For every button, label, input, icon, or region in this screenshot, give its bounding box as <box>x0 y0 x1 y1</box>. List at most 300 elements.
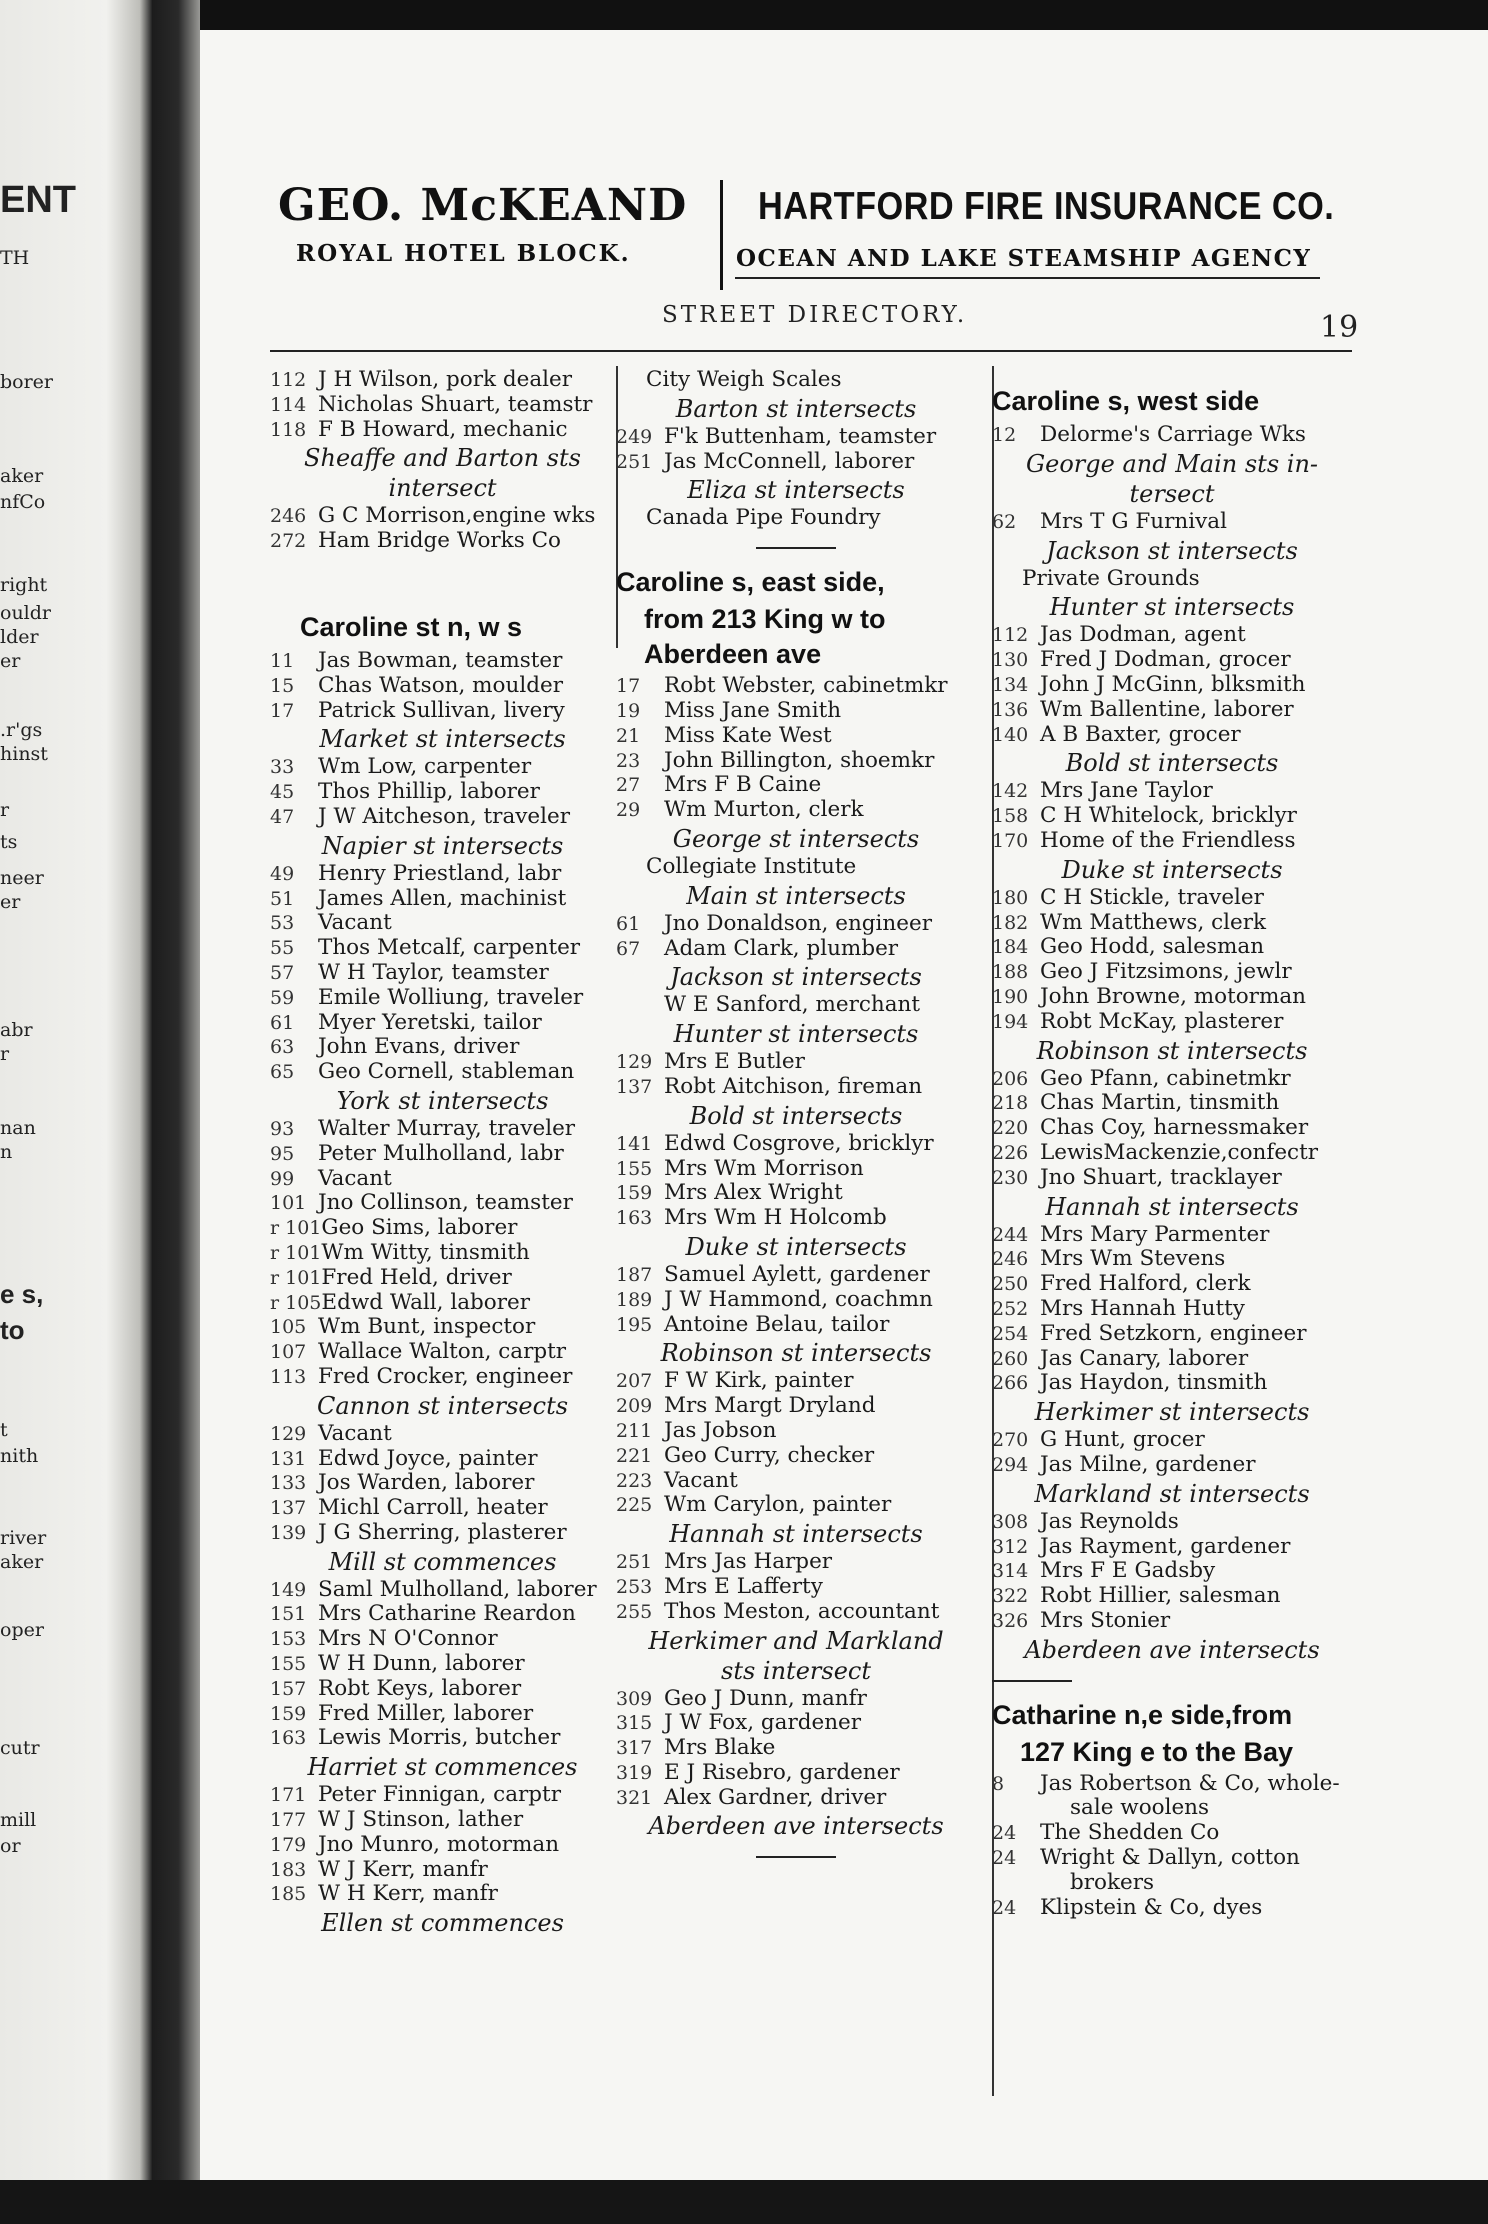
spacer <box>270 554 615 594</box>
resident-name: Peter Mulholland, labr <box>318 1141 564 1166</box>
intersection-note: Ellen st commences <box>321 1909 564 1938</box>
directory-entry <box>992 1141 1352 1166</box>
house-number: 55 <box>270 937 295 960</box>
directory-entry <box>270 1011 615 1036</box>
premises-entry: Collegiate Institute <box>646 854 857 879</box>
resident-name: John Billington, shoemkr <box>664 748 935 773</box>
directory-entry <box>270 1808 615 1833</box>
resident-name: Miss Jane Smith <box>664 698 842 723</box>
resident-name: Jas McConnell, laborer <box>664 449 915 474</box>
resident-name: Samuel Aylett, gardener <box>664 1262 930 1287</box>
resident-name: Robt McKay, plasterer <box>1040 1009 1284 1034</box>
resident-name: W H Dunn, laborer <box>318 1652 525 1677</box>
resident-name: Klipstein & Co, dyes <box>1040 1895 1263 1920</box>
directory-entry <box>992 1772 1352 1797</box>
premises-entry: City Weigh Scales <box>646 368 842 392</box>
resident-name: Jas Bowman, teamster <box>318 648 563 673</box>
facing-page-fragment: river <box>0 1527 47 1549</box>
house-number: 180 <box>992 886 1029 909</box>
directory-entry <box>616 699 976 724</box>
directory-entry <box>616 450 976 475</box>
street-heading-continued: Aberdeen ave <box>644 639 822 670</box>
intersection-note: Duke st intersects <box>685 1232 907 1261</box>
resident-name: Mrs Catharine Reardon <box>318 1602 576 1627</box>
resident-name: Walter Murray, traveler <box>318 1116 576 1141</box>
directory-entry <box>270 1578 615 1603</box>
resident-name: F W Kirk, painter <box>664 1369 854 1394</box>
resident-name: Jas Milne, gardener <box>1040 1452 1256 1477</box>
resident-name: Jas Rayment, gardener <box>1040 1534 1291 1559</box>
house-number: 255 <box>616 1600 653 1623</box>
resident-name: Ham Bridge Works Co <box>318 529 561 554</box>
directory-entry <box>270 1496 615 1521</box>
facing-page-fragment: TH <box>0 247 30 269</box>
directory-entry <box>616 993 976 1018</box>
house-number: 19 <box>616 699 641 722</box>
resident-name: Jos Warden, laborer <box>318 1471 535 1496</box>
directory-entry <box>992 985 1352 1010</box>
directory-entry <box>270 911 615 936</box>
resident-name: Mrs F E Gadsby <box>1040 1559 1216 1584</box>
directory-entry <box>270 529 615 554</box>
directory-entry <box>992 1609 1352 1634</box>
house-number: r 105 <box>270 1291 322 1314</box>
facing-page-fragment: oper <box>0 1619 44 1641</box>
resident-name: Mrs Jane Taylor <box>1040 779 1213 804</box>
directory-entry <box>270 1627 615 1652</box>
house-number: 315 <box>616 1712 653 1735</box>
house-number: 118 <box>270 418 307 441</box>
house-number: 254 <box>992 1322 1029 1345</box>
resident-name: Jas Reynolds <box>1040 1509 1179 1534</box>
intersection-note: Eliza st intersects <box>687 476 905 505</box>
directory-entry <box>992 960 1352 985</box>
house-number: 246 <box>992 1248 1029 1271</box>
resident-name: F'k Buttenham, teamster <box>664 424 937 449</box>
intersection-note: tersect <box>1129 479 1215 508</box>
house-number: 171 <box>270 1784 307 1807</box>
resident-name: W H Taylor, teamster <box>318 960 549 985</box>
house-number: 266 <box>992 1372 1029 1395</box>
house-number: 226 <box>992 1141 1029 1164</box>
house-number: 105 <box>270 1316 307 1339</box>
intersection-note: Jackson st intersects <box>1046 536 1298 565</box>
resident-name: Fred Halford, clerk <box>1040 1272 1251 1297</box>
resident-name: Delorme's Carriage Wks <box>1040 423 1306 447</box>
house-number: 294 <box>992 1453 1029 1476</box>
resident-name: Vacant <box>318 1421 392 1446</box>
directory-entry <box>616 798 976 823</box>
facing-page-fragment: nan <box>0 1117 36 1139</box>
house-number: 309 <box>616 1687 653 1710</box>
house-number: 151 <box>270 1603 307 1626</box>
resident-name: Mrs Wm Morrison <box>664 1156 864 1181</box>
house-number: 159 <box>270 1702 307 1725</box>
resident-name: Antoine Belau, tailor <box>664 1312 890 1337</box>
directory-entry <box>270 887 615 912</box>
entry-continuation: brokers <box>1070 1870 1155 1895</box>
resident-name: Vacant <box>664 1468 738 1493</box>
house-number: 107 <box>270 1341 307 1364</box>
house-number: 24 <box>992 1847 1017 1870</box>
directory-entry <box>992 1223 1352 1248</box>
directory-entry <box>270 1117 615 1142</box>
house-number: 129 <box>270 1422 307 1445</box>
resident-name: Chas Coy, harnessmaker <box>1040 1116 1309 1141</box>
directory-entry <box>270 1167 615 1192</box>
directory-entry <box>616 1575 976 1600</box>
house-number: 53 <box>270 912 295 935</box>
house-number: 312 <box>992 1535 1029 1558</box>
facing-page-edge <box>0 0 152 2224</box>
directory-entry <box>616 937 976 962</box>
house-number: 130 <box>992 649 1029 672</box>
house-number: 131 <box>270 1447 307 1470</box>
resident-name: Thos Phillip, laborer <box>318 780 540 805</box>
intersection-note: George st intersects <box>672 824 920 853</box>
house-number: 45 <box>270 781 295 804</box>
resident-name: J W Hammond, coachmn <box>664 1287 933 1312</box>
resident-name: J H Wilson, pork dealer <box>318 368 573 392</box>
house-number: 183 <box>270 1858 307 1881</box>
house-number: 136 <box>992 698 1029 721</box>
section-rule <box>756 547 836 549</box>
directory-entry <box>616 749 976 774</box>
house-number: 195 <box>616 1313 653 1336</box>
facing-page-fragment: r <box>0 1043 10 1065</box>
facing-page-fragment: ts <box>0 831 18 853</box>
directory-entry <box>616 1600 976 1625</box>
resident-name: W J Kerr, manfr <box>318 1857 488 1882</box>
directory-entry <box>270 862 615 887</box>
directory-entry <box>270 1677 615 1702</box>
directory-entry <box>992 1297 1352 1322</box>
page-number: 19 <box>1320 310 1359 345</box>
resident-name: John Browne, motorman <box>1040 984 1306 1009</box>
facing-page-fragment: right <box>0 574 48 596</box>
facing-page-fragment: hinst <box>0 743 48 765</box>
directory-entry <box>616 1469 976 1494</box>
directory-entry <box>992 1510 1352 1535</box>
house-number: 179 <box>270 1833 307 1856</box>
directory-entry <box>270 1726 615 1751</box>
directory-entry <box>992 1371 1352 1396</box>
intersection-note: Barton st intersects <box>675 394 917 423</box>
resident-name: Geo J Fitzsimons, jewlr <box>1040 960 1292 985</box>
resident-name: Home of the Friendless <box>1040 828 1296 853</box>
house-number: 12 <box>992 424 1017 446</box>
intersection-note: Market st intersects <box>319 725 566 754</box>
advertiser-address: ROYAL HOTEL BLOCK. <box>296 240 631 267</box>
house-number: 221 <box>616 1444 653 1467</box>
directory-entry <box>992 1453 1352 1478</box>
house-number: 15 <box>270 674 295 697</box>
directory-entry <box>616 1369 976 1394</box>
resident-name: Mrs Jas Harper <box>664 1550 833 1575</box>
resident-name: Thos Metcalf, carpenter <box>318 936 581 961</box>
house-number: 23 <box>616 749 641 772</box>
facing-page-fragment: abr <box>0 1019 33 1041</box>
house-number: 149 <box>270 1578 307 1601</box>
street-heading-continued: from 213 King w to <box>644 604 886 635</box>
directory-entry <box>992 1821 1352 1846</box>
house-number: 249 <box>616 425 653 448</box>
facing-page-fragment: ENT <box>0 179 76 221</box>
directory-entry <box>616 1711 976 1736</box>
facing-page-fragment: er <box>0 650 21 672</box>
house-number: 206 <box>992 1067 1029 1090</box>
resident-name: E J Risebro, gardener <box>664 1760 900 1785</box>
resident-name: Fred J Dodman, grocer <box>1040 648 1291 673</box>
house-number: 308 <box>992 1510 1029 1533</box>
house-number: 163 <box>616 1207 653 1230</box>
book-gutter <box>152 0 200 2224</box>
house-number: 272 <box>270 530 307 553</box>
house-number: 163 <box>270 1727 307 1750</box>
resident-name: Robt Webster, cabinetmkr <box>664 674 948 699</box>
directory-entry <box>270 1783 615 1808</box>
resident-name: C H Whitelock, bricklyr <box>1040 804 1297 829</box>
house-number: 33 <box>270 756 295 779</box>
house-number: 112 <box>992 624 1029 647</box>
resident-name: Geo Pfann, cabinetmkr <box>1040 1066 1291 1091</box>
directory-entry <box>270 1882 615 1907</box>
facing-page-fragment: aker <box>0 465 44 487</box>
directory-entry <box>992 1166 1352 1191</box>
running-head-rule <box>270 350 1352 352</box>
directory-entry <box>616 1419 976 1444</box>
house-number: 177 <box>270 1809 307 1832</box>
resident-name: James Allen, machinist <box>318 886 567 911</box>
directory-entry <box>270 780 615 805</box>
directory-entry <box>992 1896 1352 1921</box>
intersection-note: Aberdeen ave intersects <box>648 1812 944 1841</box>
house-number: 63 <box>270 1036 295 1059</box>
resident-name: Chas Martin, tinsmith <box>1040 1091 1280 1116</box>
resident-name: Geo Sims, laborer <box>321 1216 518 1241</box>
directory-entry <box>992 935 1352 960</box>
directory-entry <box>270 1035 615 1060</box>
resident-name: Fred Crocker, engineer <box>318 1364 573 1389</box>
resident-name: Mrs Mary Parmenter <box>1040 1222 1270 1247</box>
directory-entry <box>992 1247 1352 1272</box>
resident-name: F B Howard, mechanic <box>318 417 568 442</box>
section-rule <box>756 1856 836 1858</box>
resident-name: Mrs Wm Stevens <box>1040 1247 1226 1272</box>
directory-entry <box>270 1521 615 1546</box>
directory-entry <box>616 1786 976 1811</box>
directory-entry <box>992 1535 1352 1560</box>
house-number: 27 <box>616 774 641 797</box>
house-number: 170 <box>992 829 1029 852</box>
directory-entry <box>270 1340 615 1365</box>
facing-page-fragment: aker <box>0 1551 44 1573</box>
house-number: 142 <box>992 780 1029 803</box>
directory-entry <box>616 1550 976 1575</box>
house-number: 244 <box>992 1223 1029 1246</box>
resident-name: Wm Witty, tinsmith <box>321 1240 530 1265</box>
house-number: 155 <box>616 1157 653 1180</box>
resident-name: Mrs E Butler <box>664 1050 805 1075</box>
resident-name: LewisMackenzie,confectr <box>1040 1140 1319 1165</box>
resident-name: Vacant <box>318 1166 392 1191</box>
house-number: r 101 <box>270 1217 322 1240</box>
resident-name: W H Kerr, manfr <box>318 1882 498 1907</box>
resident-name: Mrs T G Furnival <box>1040 509 1227 534</box>
directory-entry <box>270 504 615 529</box>
house-number: 137 <box>616 1075 653 1098</box>
directory-entry <box>992 1846 1352 1871</box>
resident-name: W E Sanford, merchant <box>664 993 921 1018</box>
resident-name: Geo Hodd, salesman <box>1040 935 1265 960</box>
running-head: STREET DIRECTORY. <box>662 302 968 328</box>
house-number: 153 <box>270 1628 307 1651</box>
directory-entry <box>616 1132 976 1157</box>
directory-entry <box>992 779 1352 804</box>
house-number: 319 <box>616 1761 653 1784</box>
resident-name: Jno Donaldson, engineer <box>664 911 933 936</box>
directory-entry <box>992 804 1352 829</box>
directory-entry <box>616 1736 976 1761</box>
directory-entry <box>270 674 615 699</box>
directory-entry <box>270 1447 615 1472</box>
house-number: r 101 <box>270 1266 322 1289</box>
street-heading: Caroline s, east side, <box>616 567 885 598</box>
house-number: 139 <box>270 1521 307 1544</box>
house-number: 182 <box>992 911 1029 934</box>
resident-name: Michl Carroll, heater <box>318 1496 548 1521</box>
house-number: r 101 <box>270 1241 322 1264</box>
house-number: 11 <box>270 649 295 672</box>
house-number: 158 <box>992 805 1029 828</box>
intersection-note: Hannah st intersects <box>1045 1192 1299 1221</box>
house-number: 317 <box>616 1737 653 1760</box>
directory-entry <box>616 674 976 699</box>
resident-name: Geo J Dunn, manfr <box>664 1686 867 1711</box>
resident-name: Mrs Blake <box>664 1736 776 1761</box>
house-number: 8 <box>992 1772 1005 1795</box>
directory-entry <box>616 1444 976 1469</box>
house-number: 59 <box>270 986 295 1009</box>
resident-name: Jas Robertson & Co, whole- <box>1040 1771 1340 1796</box>
directory-entry <box>992 1322 1352 1347</box>
resident-name: Mrs F B Caine <box>664 773 822 798</box>
facing-page-fragment: borer <box>0 371 54 393</box>
directory-entry <box>270 1602 615 1627</box>
directory-entry <box>616 1181 976 1206</box>
house-number: 93 <box>270 1117 295 1140</box>
directory-entry <box>992 423 1352 448</box>
facing-page-fragment: n <box>0 1141 13 1163</box>
resident-name: Geo Cornell, stableman <box>318 1060 575 1085</box>
house-number: 61 <box>270 1011 295 1034</box>
resident-name: Robt Aitchison, fireman <box>664 1074 923 1099</box>
resident-name: Mrs Stonier <box>1040 1608 1171 1633</box>
directory-entry <box>270 1652 615 1677</box>
resident-name: Jas Jobson <box>664 1418 777 1443</box>
house-number: 230 <box>992 1166 1029 1189</box>
directory-entry <box>270 1471 615 1496</box>
resident-name: G Hunt, grocer <box>1040 1428 1205 1453</box>
facing-page-fragment: .r'gs <box>0 719 43 741</box>
house-number: 246 <box>270 505 307 528</box>
resident-name: Mrs Hannah Hutty <box>1040 1296 1245 1321</box>
directory-entry <box>616 1288 976 1313</box>
resident-name: Wm Ballentine, laborer <box>1040 697 1294 722</box>
directory-entry <box>270 1291 615 1316</box>
directory-entry <box>270 368 615 393</box>
directory-entry <box>616 1206 976 1231</box>
resident-name: Jas Dodman, agent <box>1040 623 1246 648</box>
directory-entry <box>270 418 615 443</box>
section-rule <box>992 1680 1072 1682</box>
house-number: 137 <box>270 1497 307 1520</box>
directory-entry <box>270 1422 615 1447</box>
directory-entry <box>616 1761 976 1786</box>
house-number: 51 <box>270 887 295 910</box>
house-number: 187 <box>616 1263 653 1286</box>
directory-entry <box>270 1241 615 1266</box>
resident-name: Wm Bunt, inspector <box>318 1315 536 1340</box>
directory-entry <box>992 723 1352 748</box>
house-number: 17 <box>616 675 641 698</box>
facing-page-fragment: or <box>0 1835 21 1857</box>
directory-entry <box>992 911 1352 936</box>
directory-entry <box>992 698 1352 723</box>
directory-page <box>200 30 1488 2224</box>
resident-name: Fred Miller, laborer <box>318 1701 534 1726</box>
header-rule <box>735 277 1320 279</box>
resident-name: Patrick Sullivan, livery <box>318 698 565 723</box>
house-number: 314 <box>992 1560 1029 1583</box>
resident-name: Adam Clark, plumber <box>664 936 899 961</box>
house-number: 184 <box>992 936 1029 959</box>
directory-entry <box>270 1702 615 1727</box>
directory-entry <box>616 1050 976 1075</box>
directory-entry <box>270 936 615 961</box>
street-heading: Caroline s, west side <box>992 386 1260 416</box>
directory-entry <box>992 1272 1352 1297</box>
house-number: 270 <box>992 1429 1029 1452</box>
house-number: 218 <box>992 1092 1029 1115</box>
house-number: 251 <box>616 1551 653 1574</box>
resident-name: W J Stinson, lather <box>318 1808 524 1833</box>
resident-name: Wm Murton, clerk <box>664 798 864 823</box>
directory-entry <box>992 1091 1352 1116</box>
facing-page-fragment: t <box>0 1419 8 1441</box>
resident-name: Thos Meston, accountant <box>664 1599 940 1624</box>
premises-entry: Private Grounds <box>1022 566 1200 591</box>
house-number: 99 <box>270 1167 295 1190</box>
resident-name: Lewis Morris, butcher <box>318 1726 561 1751</box>
resident-name: Robt Hillier, salesman <box>1040 1584 1281 1609</box>
resident-name: Geo Curry, checker <box>664 1443 875 1468</box>
house-number: 322 <box>992 1585 1029 1608</box>
house-number: 112 <box>270 369 307 391</box>
house-number: 207 <box>616 1370 653 1393</box>
resident-name: Fred Held, driver <box>321 1265 512 1290</box>
house-number: 157 <box>270 1677 307 1700</box>
resident-name: Chas Watson, moulder <box>318 673 563 698</box>
directory-entry <box>616 1313 976 1338</box>
house-number: 188 <box>992 961 1029 984</box>
intersection-note: Main st intersects <box>686 881 906 910</box>
directory-entry <box>992 1559 1352 1584</box>
resident-name: Emile Wolliung, traveler <box>318 985 584 1010</box>
resident-name: Fred Setzkorn, engineer <box>1040 1321 1307 1346</box>
intersection-note: Robinson st intersects <box>1036 1036 1308 1065</box>
facing-page-fragment: mill <box>0 1809 37 1831</box>
